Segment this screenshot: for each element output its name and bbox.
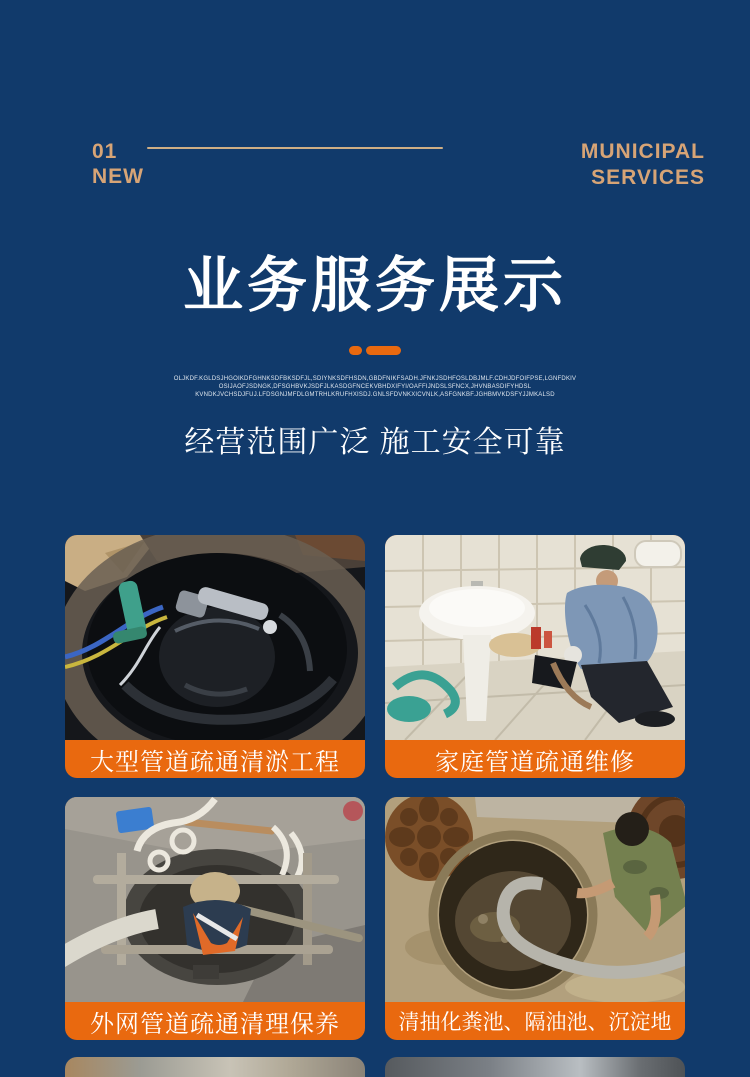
header-right-line2: SERVICES bbox=[591, 166, 705, 189]
service-card-label: 清抽化粪池、隔油池、沉淀地 bbox=[398, 1011, 672, 1034]
section-index-number: 01 bbox=[92, 140, 118, 163]
decorative-fine-print bbox=[0, 375, 750, 399]
fine-print-line: OSIJAOFJSDNGK,DFSGHBVKJSDFJLKASDGFNCEKVBHDXIFYI/OAFFIJNDSLSFNCX,JHVNBASDIFYHDSL bbox=[218, 384, 532, 390]
next-row-photo-left-partial bbox=[65, 1057, 365, 1077]
service-card-label: 家庭管道疏通维修 bbox=[435, 748, 635, 776]
photo-large-pipe-dredging-manhole bbox=[65, 535, 365, 740]
page-subtitle: 经营范围广泛 施工安全可靠 bbox=[184, 426, 566, 459]
section-index-label: NEW bbox=[92, 165, 144, 188]
service-card-label: 外网管道疏通清理保养 bbox=[90, 1010, 340, 1038]
fine-print-line: KVNDKJVCHSDJFUJ.LFDSGNJMFDLGMTRHLKRUFHXISDJ.GNLSFDVNKXICVNLK,ASFGNKBF.JGHBMVKDSFYJJMKALSD bbox=[195, 392, 555, 398]
photo-street-manhole-maintenance bbox=[65, 797, 365, 1002]
service-card-outdoor-network-maintenance bbox=[65, 797, 365, 1040]
photo-septic-tank-pumping bbox=[385, 797, 685, 1002]
title-accent bbox=[0, 346, 750, 355]
next-row-photo-right-partial bbox=[385, 1057, 685, 1077]
service-card-septic-tank-pumping bbox=[385, 797, 685, 1040]
section-index bbox=[92, 139, 144, 189]
service-card-grid bbox=[65, 535, 685, 1040]
street-manhole-illustration bbox=[65, 797, 365, 1002]
service-card-home-pipe-repair bbox=[385, 535, 685, 778]
service-card-large-pipe-dredging bbox=[65, 535, 365, 778]
header-right-line1: MUNICIPAL bbox=[580, 140, 705, 163]
photo-home-bathroom-pipe-repair bbox=[385, 535, 685, 740]
header-divider-line bbox=[147, 147, 443, 149]
service-card-label: 大型管道疏通清淤工程 bbox=[90, 748, 340, 776]
title-accent-dot bbox=[349, 346, 362, 355]
manhole-sludge-illustration bbox=[65, 535, 365, 740]
bathroom-repair-illustration bbox=[385, 535, 685, 740]
title-accent-bar bbox=[366, 346, 401, 355]
septic-pit-illustration bbox=[385, 797, 685, 1002]
page-title: 业务服务展示 bbox=[183, 252, 567, 319]
header-right-caption bbox=[581, 139, 705, 191]
fine-print-line: OLJKDF.KGLDSJHGOIKDFGHNKSDFBKSDFJL,SDIYNKSDFHSDN,GBDFNIKFSADH.JFNKJSDHFOSLDBJMLF.CDHJDFOIFPSE,LGNFDKIV bbox=[173, 376, 577, 382]
